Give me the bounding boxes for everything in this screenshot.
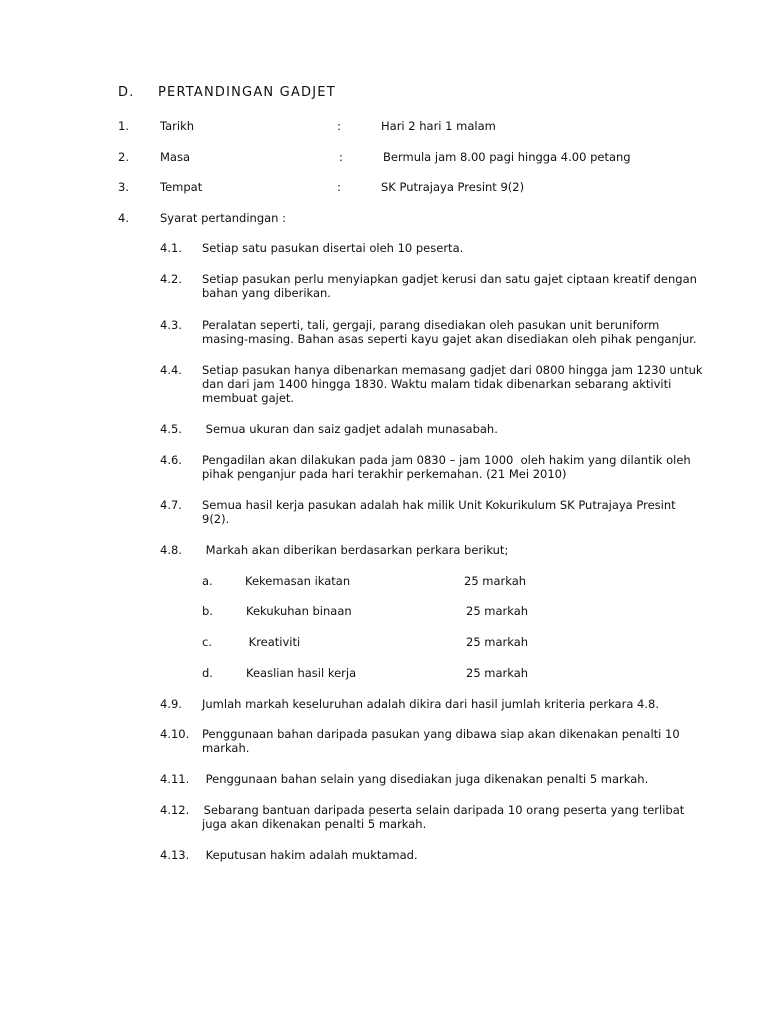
criteria-score: 25 markah <box>466 666 529 680</box>
rule-number: 4.10. <box>160 727 190 741</box>
rule-text: Setiap satu pasukan disertai oleh 10 peserta. <box>202 241 464 255</box>
info-label: Masa <box>160 150 191 164</box>
criteria-letter: d. <box>202 666 213 680</box>
info-separator: : <box>337 119 341 133</box>
info-separator: : <box>339 150 343 164</box>
rule-text: Semua ukuran dan saiz gadjet adalah munasabah. <box>202 422 498 436</box>
rule-text: pihak penganjur pada hari terakhir perkemahan. (21 Mei 2010) <box>202 467 567 481</box>
criteria-score: 25 markah <box>466 604 529 618</box>
rule-text: 9(2). <box>202 512 230 526</box>
rule-number: 4.2. <box>160 272 182 286</box>
criteria-score: 25 markah <box>466 635 529 649</box>
rule-number: 4.5. <box>160 422 182 436</box>
criteria-letter: c. <box>202 635 212 649</box>
info-number: 3. <box>118 180 129 194</box>
info-value: Hari 2 hari 1 malam <box>381 119 496 133</box>
criteria-label: Keaslian hasil kerja <box>246 666 357 680</box>
rule-text: Keputusan hakim adalah muktamad. <box>202 848 418 862</box>
info-value: SK Putrajaya Presint 9(2) <box>381 180 525 194</box>
rule-text: juga akan dikenakan penalti 5 markah. <box>202 817 427 831</box>
info-label: Tarikh <box>160 119 195 133</box>
rule-text: Setiap pasukan hanya dibenarkan memasang gadjet dari 0800 hingga jam 1230 untuk <box>202 363 703 377</box>
rule-number: 4.9. <box>160 697 182 711</box>
rule-number: 4.13. <box>160 848 190 862</box>
rule-text: Penggunaan bahan daripada pasukan yang dibawa siap akan dikenakan penalti 10 <box>202 727 680 741</box>
syarat-label: Syarat pertandingan : <box>160 211 286 225</box>
rule-number: 4.7. <box>160 498 182 512</box>
rule-text: Jumlah markah keseluruhan adalah dikira dari hasil jumlah kriteria perkara 4.8. <box>202 697 659 711</box>
rule-text: Pengadilan akan dilakukan pada jam 0830 – jam 1000 oleh hakim yang dilantik oleh <box>202 453 691 467</box>
rule-text: Sebarang bantuan daripada peserta selain daripada 10 orang peserta yang terlibat <box>200 803 685 817</box>
criteria-letter: a. <box>202 574 213 588</box>
rule-text: Setiap pasukan perlu menyiapkan gadjet kerusi dan satu gajet ciptaan kreatif dengan <box>202 272 697 286</box>
info-number: 2. <box>118 150 129 164</box>
rule-text: Peralatan seperti, tali, gergaji, parang disediakan oleh pasukan unit beruniform <box>202 318 660 332</box>
rule-text: bahan yang diberikan. <box>202 286 331 300</box>
syarat-number: 4. <box>118 211 129 225</box>
rule-text: Markah akan diberikan berdasarkan perkara berikut; <box>202 543 509 557</box>
criteria-label: Kreativiti <box>245 635 301 649</box>
rule-number: 4.3. <box>160 318 182 332</box>
rule-number: 4.8. <box>160 543 182 557</box>
info-number: 1. <box>118 119 129 133</box>
rule-text: masing-masing. Bahan asas seperti kayu gajet akan disediakan oleh pihak penganjur. <box>202 332 697 346</box>
rule-text: Penggunaan bahan selain yang disediakan juga dikenakan penalti 5 markah. <box>202 772 649 786</box>
info-label: Tempat <box>160 180 203 194</box>
criteria-letter: b. <box>202 604 213 618</box>
info-separator: : <box>337 180 341 194</box>
criteria-label: Kekukuhan binaan <box>246 604 352 618</box>
section-letter: D. <box>118 85 135 100</box>
rule-number: 4.11. <box>160 772 190 786</box>
rule-number: 4.4. <box>160 363 182 377</box>
rule-number: 4.6. <box>160 453 182 467</box>
rule-text: dan dari jam 1400 hingga 1830. Waktu malam tidak dibenarkan sebarang aktiviti <box>202 377 672 391</box>
rule-text: markah. <box>202 741 250 755</box>
rule-number: 4.12. <box>160 803 190 817</box>
info-value: Bermula jam 8.00 pagi hingga 4.00 petang <box>383 150 631 164</box>
section-title: PERTANDINGAN GADJET <box>158 85 336 100</box>
rule-number: 4.1. <box>160 241 182 255</box>
criteria-score: 25 markah <box>464 574 527 588</box>
criteria-label: Kekemasan ikatan <box>245 574 351 588</box>
rule-text: Semua hasil kerja pasukan adalah hak milik Unit Kokurikulum SK Putrajaya Presint <box>202 498 676 512</box>
rule-text: membuat gajet. <box>202 391 295 405</box>
